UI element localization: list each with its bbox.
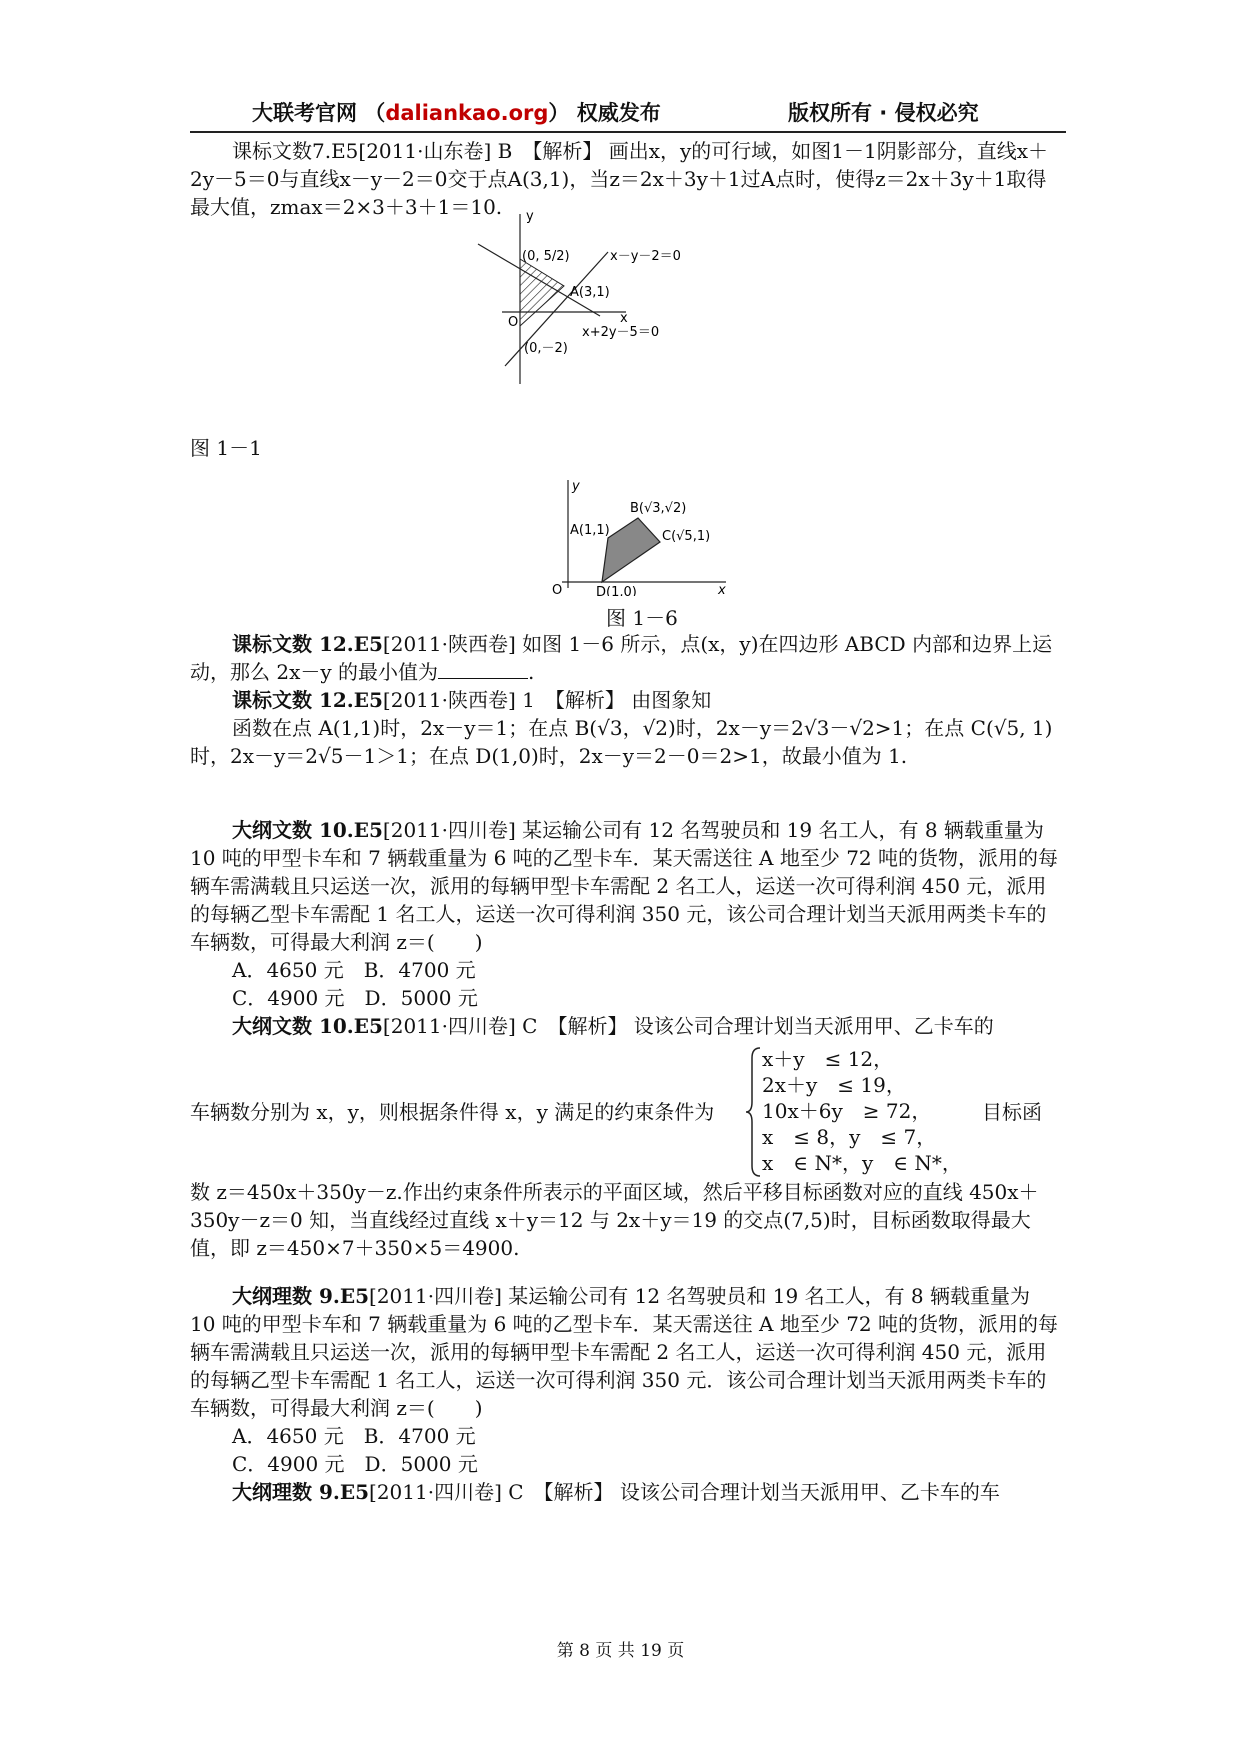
q2a-tag: 课标文数 12.E5 (232, 688, 383, 712)
page-footer: 第 8 页 共 19 页 (556, 1641, 685, 1661)
fig1-origin-label: O (508, 315, 519, 330)
constraint-line-5: x ∈ N*，y ∈ N*， (762, 1151, 962, 1175)
q4-text: 某运输公司有 12 名驾驶员和 19 名工人，有 8 辆载重量为 10 吨的甲型卡车和 7 辆载重量为 6 吨的乙型卡车．某天需送往 A 地至少 72 吨的货物，派用的每辆车需满载且只运送一次，派用的每辆甲型卡车需配 2 名工人，运送一次可得利润 450 元，派用的每辆乙型卡车需配 1 名工人，运送一次可得利润 350 元．该公司合理计划当天派用两类卡车的车辆数，可得最大利润 z＝( ) (190, 1284, 1059, 1420)
answer-blank (438, 662, 528, 679)
q2-answer-line1: 函数在点 A(1,1)时，2x－y＝1；在点 B(√3，√2)时，2x－y＝2√3－√2>1；在点 C(√5, 1) (232, 716, 1053, 740)
constraint-line-1: x＋y ≤ 12， (762, 1047, 894, 1071)
header-rule (190, 131, 1066, 133)
fig1-y-label: y (526, 209, 534, 224)
fig1-line1-label: x－y－2＝0 (610, 249, 681, 264)
q3a-tag: 大纲文数 10.E5 (232, 1014, 383, 1038)
q2-tag: 课标文数 12.E5 (232, 632, 383, 656)
q3-answer-mid-right: 目标函 (982, 1100, 1042, 1124)
q3-options-row1: A．4650 元 B．4700 元 (232, 958, 476, 982)
fig2-origin-label: O (552, 583, 563, 596)
q3-answer-rest: 数 z＝450x＋350y－z.作出约束条件所表示的平面区域，然后平移目标函数对应的直线 450x＋350y－z＝0 知，当直线经过直线 x＋y＝12 与 2x＋y＝19 的交点(7,5)时，目标函数取得最大值，即 z＝450×7＋350×5＝4900. (190, 1180, 1039, 1260)
q4-paragraph: 大纲理数 9.E5[2011·四川卷] 某运输公司有 12 名驾驶员和 19 名工人，有 8 辆载重量为 10 吨的甲型卡车和 7 辆载重量为 6 吨的乙型卡车．某天需送往 A 地至少 72 吨的货物，派用的每辆车需满载且只运送一次，派用的每辆甲型卡车需配 2 名工人，运送一次可得利润 450 元，派用的每辆乙型卡车需配 1 名工人，运送一次可得利润 350 元．该公司合理计划当天派用两类卡车的车辆数，可得最大利润 z＝( ) (190, 1284, 1059, 1420)
header-right: 版权所有 · 侵权必究 (788, 101, 979, 125)
fig1-caption: 图 1－1 (190, 436, 262, 460)
figure-1-1 (470, 208, 700, 384)
fig2-y-label: y (572, 479, 580, 494)
fig1-line2-label: x+2y－5＝0 (582, 325, 660, 340)
q4-answer-head: 大纲理数 9.E5[2011·四川卷] C 【解析】 设该公司合理计划当天派用甲、乙卡车的车 (232, 1480, 1000, 1504)
feasible-region (520, 259, 564, 326)
q4-options-row2: C．4900 元 D．5000 元 (232, 1452, 478, 1476)
q3-options-row2: C．4900 元 D．5000 元 (232, 986, 478, 1010)
q3-answer-mid-left: 车辆数分别为 x，y，则根据条件得 x，y 满足的约束条件为 (190, 1100, 715, 1124)
fig2-caption: 图 1－6 (606, 606, 678, 630)
q2-text: 如图 1－6 所示，点(x，y)在四边形 ABCD 内部和边界上运动，那么 2x－y 的最小值为 (190, 632, 1053, 684)
fig1-point-a-label: A(3,1) (570, 285, 610, 300)
q3-text: 某运输公司有 12 名驾驶员和 19 名工人，有 8 辆载重量为 10 吨的甲型卡车和 7 辆载重量为 6 吨的乙型卡车．某天需送往 A 地至少 72 吨的货物，派用的每辆车需满载且只运送一次，派用的每辆甲型卡车需配 2 名工人，运送一次可得利润 450 元，派用的每辆乙型卡车需配 1 名工人，运送一次可得利润 350 元，该公司合理计划当天派用两类卡车的车辆数，可得最大利润 z＝( ) (190, 818, 1059, 954)
q2-answer-line2: 时，2x－y＝2√5－1＞1；在点 D(1,0)时，2x－y＝2－0＝2>1，故最小值为 1. (190, 744, 908, 768)
site-link[interactable]: daliankao.org (385, 101, 549, 125)
page-header (190, 95, 1066, 133)
fig2-point-b: B(√3,√2) (630, 501, 687, 516)
q4-options-row1: A．4650 元 B．4700 元 (232, 1424, 476, 1448)
quadrilateral-abcd (602, 518, 660, 582)
q4a-tag: 大纲理数 9.E5 (232, 1480, 370, 1504)
figure-1-6 (548, 476, 738, 596)
constraint-line-2: 2x＋y ≤ 19， (762, 1073, 906, 1097)
fig1-x-label: x (620, 311, 628, 326)
constraint-line-3: 10x＋6y ≥ 72， (762, 1099, 932, 1123)
fig1-bottom-point-label: (0,－2) (524, 341, 568, 356)
q3-answer-head: 大纲文数 10.E5[2011·四川卷] C 【解析】 设该公司合理计划当天派用甲、乙卡车的 (232, 1014, 994, 1038)
fig2-point-c: C(√5,1) (662, 529, 711, 544)
fig2-point-a: A(1,1) (570, 523, 610, 538)
fig1-top-point-label: (0, 5/2) (522, 249, 570, 264)
q1-text: B 【解析】 画出x，y的可行域，如图1－1阴影部分，直线x＋2y－5＝0与直线x－y－2＝0交于点A(3,1)，当z＝2x＋3y＋1过A点时，使得z＝2x＋3y＋1取得最大值，zmax＝2×3＋3＋1＝10. (190, 139, 1049, 219)
q3-paragraph: 大纲文数 10.E5[2011·四川卷] 某运输公司有 12 名驾驶员和 19 名工人，有 8 辆载重量为 10 吨的甲型卡车和 7 辆载重量为 6 吨的乙型卡车．某天需送往 A 地至少 72 吨的货物，派用的每辆车需满载且只运送一次，派用的每辆甲型卡车需配 2 名工人，运送一次可得利润 450 元，派用的每辆乙型卡车需配 1 名工人，运送一次可得利润 350 元，该公司合理计划当天派用两类卡车的车辆数，可得最大利润 z＝( ) (190, 818, 1059, 954)
fig2-x-label: x (718, 583, 726, 596)
q2-paragraph: 课标文数 12.E5[2011·陕西卷] 如图 1－6 所示，点(x，y)在四边形 ABCD 内部和边界上运动，那么 2x－y 的最小值为 . (190, 632, 1053, 684)
q1-tag: 课标文数7.E5[2011·山东卷] (232, 139, 492, 163)
q3-tag: 大纲文数 10.E5 (232, 818, 383, 842)
q2-answer-paragraph: 课标文数 12.E5[2011·陕西卷] 1 【解析】 由图象知 (232, 688, 712, 712)
q4-tag: 大纲理数 9.E5 (232, 1284, 370, 1308)
constraint-line-4: x ≤ 8，y ≤ 7， (762, 1125, 937, 1149)
header-left: 大联考官网 （daliankao.org） 权威发布 (252, 101, 661, 125)
fig2-point-d: D(1,0) (596, 585, 637, 596)
